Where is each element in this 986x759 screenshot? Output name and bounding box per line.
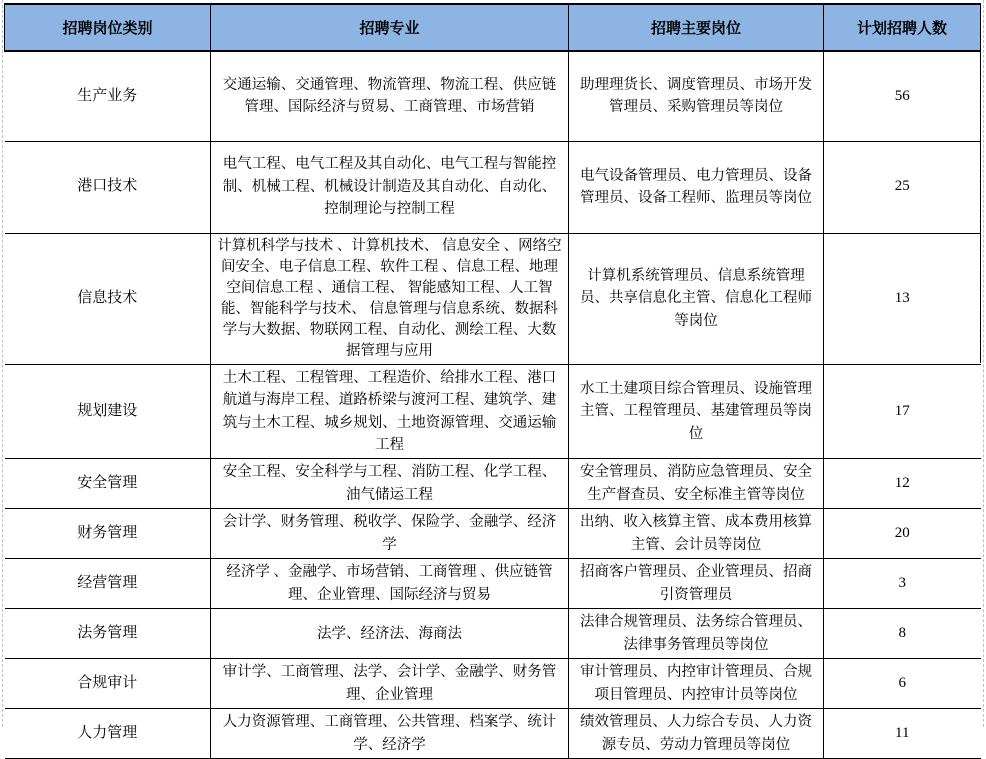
cell-category: 安全管理	[5, 459, 211, 509]
table-row	[5, 659, 981, 709]
header-category: 招聘岗位类别	[5, 4, 211, 51]
table-row	[5, 559, 981, 609]
cell-headcount: 11	[824, 709, 981, 759]
table-row	[5, 233, 981, 364]
cell-category: 人力管理	[5, 709, 211, 759]
cell-majors: 法学、经济法、海商法	[211, 609, 569, 659]
table-row	[5, 509, 981, 559]
cell-positions: 出纳、收入核算主管、成本费用核算主管、会计员等岗位	[569, 509, 824, 559]
cell-positions: 助理理货长、调度管理员、市场开发管理员、采购管理员等岗位	[569, 51, 824, 141]
cell-category: 经营管理	[5, 559, 211, 609]
cell-positions: 安全管理员、消防应急管理员、安全生产督查员、安全标准主管等岗位	[569, 459, 824, 509]
recruitment-table	[4, 3, 981, 759]
cell-category: 财务管理	[5, 509, 211, 559]
header-positions: 招聘主要岗位	[569, 4, 824, 51]
table-right-border-segment	[980, 3, 981, 363]
cell-headcount: 13	[824, 233, 981, 364]
table-header-row	[5, 4, 981, 51]
cell-positions: 招商客户管理员、企业管理员、招商引资管理员	[569, 559, 824, 609]
header-headcount: 计划招聘人数	[824, 4, 981, 51]
cell-category: 港口技术	[5, 141, 211, 233]
cell-positions: 水工土建项目综合管理员、设施管理主管、工程管理员、基建管理员等岗位	[569, 364, 824, 459]
cell-headcount: 20	[824, 509, 981, 559]
table-row	[5, 141, 981, 233]
page-break-line-right	[983, 0, 984, 727]
cell-headcount: 3	[824, 559, 981, 609]
cell-category: 法务管理	[5, 609, 211, 659]
cell-majors: 土木工程、工程管理、工程造价、给排水工程、港口航道与海岸工程、道路桥梁与渡河工程、建筑学、建筑与土木工程、城乡规划、土地资源管理、交通运输工程	[211, 364, 569, 459]
table-row	[5, 459, 981, 509]
cell-majors: 会计学、财务管理、税收学、保险学、金融学、经济学	[211, 509, 569, 559]
table-row	[5, 51, 981, 141]
cell-category: 规划建设	[5, 364, 211, 459]
cell-majors: 审计学、工商管理、法学、会计学、金融学、财务管理、企业管理	[211, 659, 569, 709]
cell-positions: 法律合规管理员、法务综合管理员、法律事务管理员等岗位	[569, 609, 824, 659]
cell-headcount: 56	[824, 51, 981, 141]
cell-positions: 审计管理员、内控审计管理员、合规项目管理员、内控审计员等岗位	[569, 659, 824, 709]
cell-majors: 交通运输、交通管理、物流管理、物流工程、供应链管理、国际经济与贸易、工商管理、市场营销	[211, 51, 569, 141]
cell-headcount: 8	[824, 609, 981, 659]
cell-category: 合规审计	[5, 659, 211, 709]
table-row	[5, 364, 981, 459]
page-break-line-left	[2, 0, 3, 727]
header-majors: 招聘专业	[211, 4, 569, 51]
table-row	[5, 709, 981, 759]
cell-headcount: 6	[824, 659, 981, 709]
cell-positions: 计算机系统管理员、信息系统管理员、共享信息化主管、信息化工程师等岗位	[569, 233, 824, 364]
table-body	[5, 51, 981, 759]
cell-headcount: 12	[824, 459, 981, 509]
recruitment-table-container	[4, 3, 981, 759]
cell-positions: 绩效管理员、人力综合专员、人力资源专员、劳动力管理员等岗位	[569, 709, 824, 759]
table-row	[5, 609, 981, 659]
cell-headcount: 25	[824, 141, 981, 233]
cell-category: 信息技术	[5, 233, 211, 364]
cell-majors: 安全工程、安全科学与工程、消防工程、化学工程、油气储运工程	[211, 459, 569, 509]
cell-majors: 计算机科学与技术 、计算机技术、 信息安全 、网络空间安全、电子信息工程、软件工程 、信息工程、地理空间信息工程 、通信工程、 智能感知工程、人工智能、智能科学与技术、 信息管理与信息系统、数据科学与大数据、物联网工程、自动化、测绘工程、大数据管理与应用	[211, 233, 569, 364]
cell-majors: 电气工程、电气工程及其自动化、电气工程与智能控制、机械工程、机械设计制造及其自动化、自动化、控制理论与控制工程	[211, 141, 569, 233]
cell-majors: 经济学 、金融学、市场营销、工商管理 、供应链管理、企业管理、国际经济与贸易	[211, 559, 569, 609]
cell-positions: 电气设备管理员、电力管理员、设备管理员、设备工程师、监理员等岗位	[569, 141, 824, 233]
cell-majors: 人力资源管理、工商管理、公共管理、档案学、统计学、经济学	[211, 709, 569, 759]
cell-headcount: 17	[824, 364, 981, 459]
cell-category: 生产业务	[5, 51, 211, 141]
